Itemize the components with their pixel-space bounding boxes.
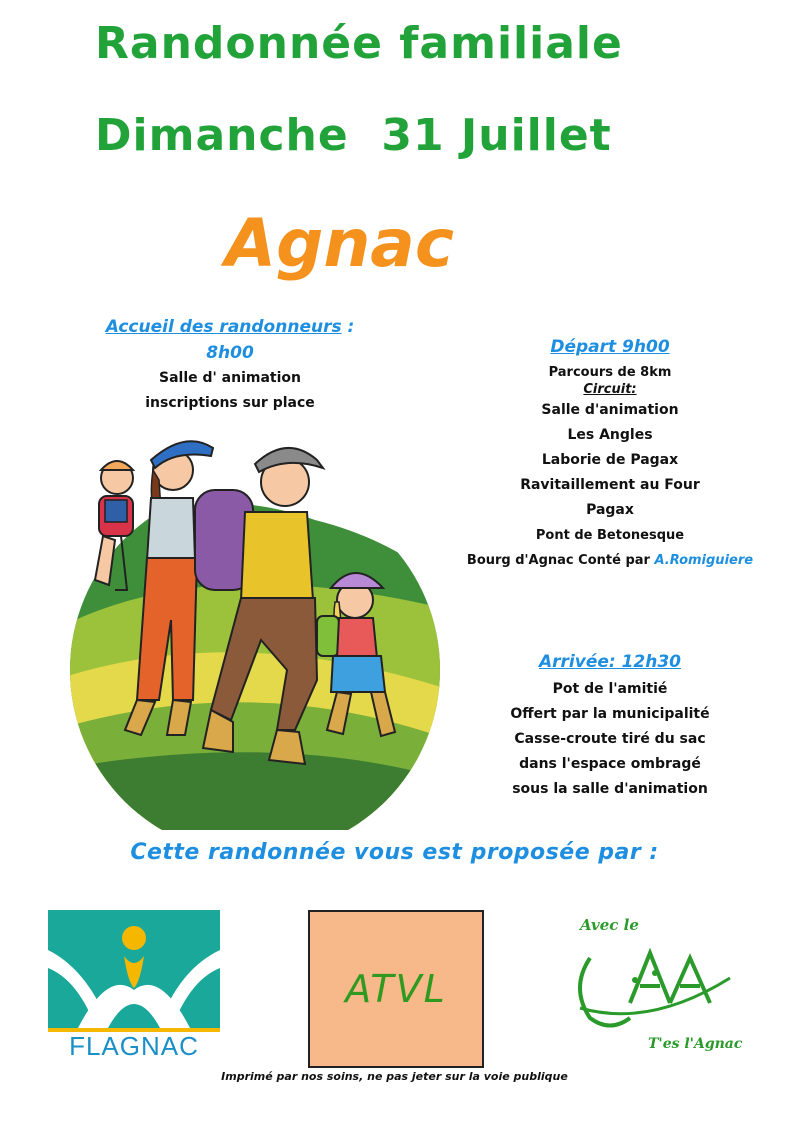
circuit-label: Circuit: bbox=[583, 382, 637, 397]
cad-agnac-logo bbox=[560, 908, 750, 1058]
atvl-logo-text: ATVL bbox=[345, 967, 447, 1011]
circuit-stop: Laborie de Pagax bbox=[541, 452, 679, 468]
circuit-stop: Pont de Betonesque bbox=[535, 528, 685, 543]
circuit-stop-last: Bourg d'Agnac Conté par bbox=[466, 553, 650, 568]
welcome-time: 8h00 bbox=[206, 343, 254, 363]
route-length: Parcours de 8km bbox=[548, 365, 672, 380]
town-name: Agnac bbox=[225, 205, 454, 282]
welcome-heading: Accueil des randonneurs bbox=[105, 317, 342, 337]
circuit-stop: Ravitaillement au Four bbox=[520, 477, 700, 493]
cad-logo-top-text: Avec le bbox=[580, 916, 639, 934]
cad-logo-bottom-text: T'es l'Agnac bbox=[648, 1036, 743, 1052]
atvl-logo bbox=[308, 910, 484, 1068]
circuit-stop: Salle d'animation bbox=[541, 402, 679, 418]
arrival-section bbox=[480, 650, 740, 802]
welcome-section bbox=[60, 315, 400, 416]
flagnac-logo-text: FLAGNAC bbox=[69, 1031, 199, 1060]
arrival-line: dans l'espace ombragé bbox=[519, 756, 701, 772]
departure-heading: Départ 9h00 bbox=[550, 337, 670, 357]
arrival-line: Pot de l'amitié bbox=[552, 681, 668, 697]
welcome-colon: : bbox=[341, 317, 355, 337]
arrival-line: sous la salle d'animation bbox=[512, 781, 708, 797]
departure-section bbox=[460, 335, 760, 573]
print-notice: Imprimé par nos soins, ne pas jeter sur la voie publique bbox=[221, 1070, 568, 1083]
event-date: Dimanche 31 Juillet bbox=[95, 110, 612, 161]
flagnac-logo bbox=[48, 910, 220, 1060]
welcome-line: inscriptions sur place bbox=[145, 395, 315, 411]
arrival-line: Casse-croute tiré du sac bbox=[514, 731, 706, 747]
arrival-heading: Arrivée: 12h30 bbox=[538, 652, 682, 672]
hiking-family-illustration bbox=[55, 430, 450, 830]
poster-title: Randonnée familiale bbox=[95, 18, 623, 69]
welcome-line: Salle d' animation bbox=[158, 370, 301, 386]
arrival-line: Offert par la municipalité bbox=[510, 706, 710, 722]
organizers-heading: Cette randonnée vous est proposée par : bbox=[130, 840, 659, 865]
route-credit: A.Romiguiere bbox=[654, 553, 754, 568]
circuit-stop: Les Angles bbox=[567, 427, 653, 443]
circuit-stop: Pagax bbox=[586, 502, 634, 518]
